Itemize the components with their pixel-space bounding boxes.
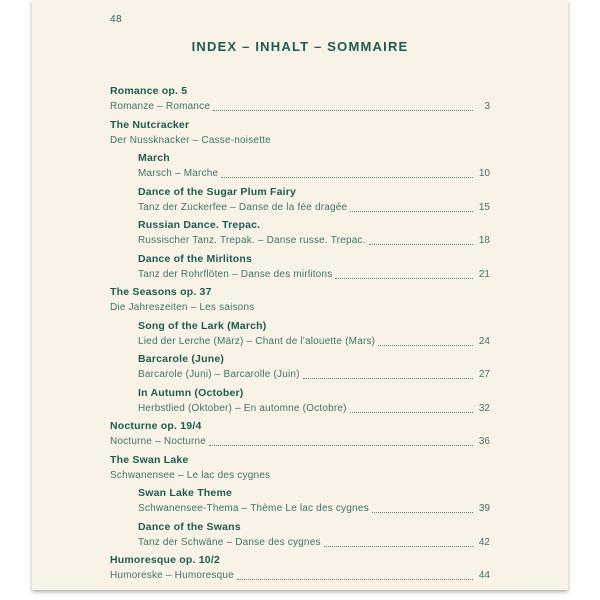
dotted-leader bbox=[303, 378, 473, 379]
toc-entry-subtitle-row bbox=[138, 200, 490, 215]
toc-entry-title: Humoresque op. 10/2 bbox=[110, 554, 220, 566]
toc-entry bbox=[110, 553, 490, 583]
toc-entry-title: Dance of the Mirlitons bbox=[138, 252, 253, 265]
toc-entry bbox=[110, 118, 490, 148]
toc-entry bbox=[110, 84, 490, 114]
toc-entry-title: The Swan Lake bbox=[110, 453, 189, 466]
dotted-leader bbox=[324, 546, 473, 547]
toc-entry-page-number: 39 bbox=[478, 503, 490, 514]
toc-entry-subtitle: Der Nussknacker – Casse-noisette bbox=[110, 134, 271, 146]
toc-entry bbox=[110, 151, 490, 181]
toc-entry-title: Romance op. 5 bbox=[110, 85, 188, 97]
table-of-contents bbox=[110, 84, 490, 587]
toc-entry-page-number: 44 bbox=[478, 570, 490, 581]
toc-entry-page-number: 32 bbox=[478, 402, 490, 414]
toc-entry-title: Swan Lake Theme bbox=[138, 487, 233, 499]
dotted-leader bbox=[378, 345, 473, 346]
toc-entry-subtitle: Nocturne – Nocturne bbox=[110, 436, 207, 447]
toc-entry-subtitle-row bbox=[110, 568, 490, 583]
toc-entry-page-number: 36 bbox=[478, 436, 490, 447]
toc-entry-subtitle-row bbox=[110, 133, 490, 148]
toc-entry-subtitle: Russischer Tanz. Trepak. – Danse russe. Trepac. bbox=[138, 235, 366, 246]
toc-entry-title: Dance of the Swans bbox=[138, 520, 241, 533]
dotted-leader bbox=[237, 579, 473, 580]
toc-entry-page-number: 24 bbox=[478, 335, 490, 347]
toc-entry bbox=[110, 218, 490, 248]
toc-entry bbox=[110, 319, 490, 349]
toc-entry bbox=[110, 486, 490, 516]
toc-entry bbox=[110, 252, 490, 282]
toc-entry-page-number: 18 bbox=[478, 235, 490, 246]
toc-entry-subtitle: Tanz der Schwäne – Danse des cygnes bbox=[138, 536, 321, 548]
index-heading: INDEX – INHALT – SOMMAIRE bbox=[191, 39, 409, 54]
toc-entry-title: Nocturne op. 19/4 bbox=[110, 420, 202, 432]
toc-entry-subtitle-row bbox=[138, 401, 490, 416]
toc-entry bbox=[110, 453, 490, 483]
toc-entry-subtitle-row bbox=[110, 468, 490, 483]
toc-entry-title: Russian Dance. Trepac. bbox=[138, 219, 261, 231]
toc-entry-subtitle: Romanze – Romance bbox=[110, 101, 211, 112]
toc-entry-title: The Seasons op. 37 bbox=[110, 286, 212, 298]
dotted-leader bbox=[350, 412, 473, 413]
toc-entry-subtitle: Tanz der Zuckerfee – Danse de la fée dragée bbox=[138, 201, 348, 213]
scanned-book-page bbox=[32, 0, 568, 590]
toc-entry-subtitle: Herbstlied (Oktober) – En automne (Octobre) bbox=[138, 402, 347, 414]
toc-entry bbox=[110, 386, 490, 416]
toc-entry-subtitle: Tanz der Rohrflöten – Danse des mirlitons bbox=[138, 268, 333, 280]
dotted-leader bbox=[350, 211, 473, 212]
toc-entry-subtitle-row bbox=[138, 233, 490, 248]
toc-entry-subtitle: Humoreske – Humoresque bbox=[110, 570, 234, 581]
toc-entry-subtitle-row bbox=[138, 166, 490, 181]
page-number: 48 bbox=[110, 14, 123, 25]
toc-entry-page-number: 27 bbox=[478, 369, 490, 380]
toc-entry-subtitle-row bbox=[138, 501, 490, 516]
toc-entry bbox=[110, 419, 490, 449]
toc-entry-subtitle-row bbox=[110, 434, 490, 449]
toc-entry bbox=[110, 185, 490, 215]
toc-entry-page-number: 21 bbox=[478, 268, 490, 280]
toc-entry-subtitle: Schwanensee-Thema – Thème Le lac des cygnes bbox=[138, 503, 369, 514]
toc-entry-subtitle-row bbox=[110, 300, 490, 315]
toc-entry bbox=[110, 352, 490, 382]
toc-entry bbox=[110, 285, 490, 315]
toc-entry-title: Song of the Lark (March) bbox=[138, 319, 267, 332]
dotted-leader bbox=[221, 177, 473, 178]
toc-entry-title: The Nutcracker bbox=[110, 118, 190, 131]
dotted-leader bbox=[209, 445, 473, 446]
toc-entry-subtitle-row bbox=[138, 367, 490, 382]
toc-entry-page-number: 42 bbox=[478, 536, 490, 548]
toc-entry-title: In Autumn (October) bbox=[138, 386, 244, 399]
toc-entry-title: Dance of the Sugar Plum Fairy bbox=[138, 185, 297, 198]
dotted-leader bbox=[372, 512, 473, 513]
toc-entry-page-number: 3 bbox=[484, 101, 490, 112]
toc-entry-page-number: 15 bbox=[478, 201, 490, 213]
toc-entry-title: Barcarole (June) bbox=[138, 353, 225, 365]
toc-entry-subtitle: Lied der Lerche (März) – Chant de l'alouette (Mars) bbox=[138, 335, 376, 347]
toc-entry bbox=[110, 520, 490, 550]
toc-entry-subtitle-row bbox=[138, 535, 490, 550]
toc-entry-subtitle-row bbox=[110, 99, 490, 114]
dotted-leader bbox=[335, 278, 473, 279]
toc-entry-title: March bbox=[138, 152, 170, 164]
toc-entry-subtitle: Die Jahreszeiten – Les saisons bbox=[110, 302, 255, 313]
toc-entry-subtitle-row bbox=[138, 334, 490, 349]
toc-entry-page-number: 10 bbox=[478, 168, 490, 179]
toc-entry-subtitle: Barcarole (Juni) – Barcarolle (Juin) bbox=[138, 369, 300, 380]
toc-entry-subtitle-row bbox=[138, 267, 490, 282]
toc-entry-subtitle: Marsch – Marche bbox=[138, 168, 219, 179]
toc-entry-subtitle: Schwanensee – Le lac des cygnes bbox=[110, 469, 271, 481]
dotted-leader bbox=[369, 244, 473, 245]
dotted-leader bbox=[213, 110, 473, 111]
